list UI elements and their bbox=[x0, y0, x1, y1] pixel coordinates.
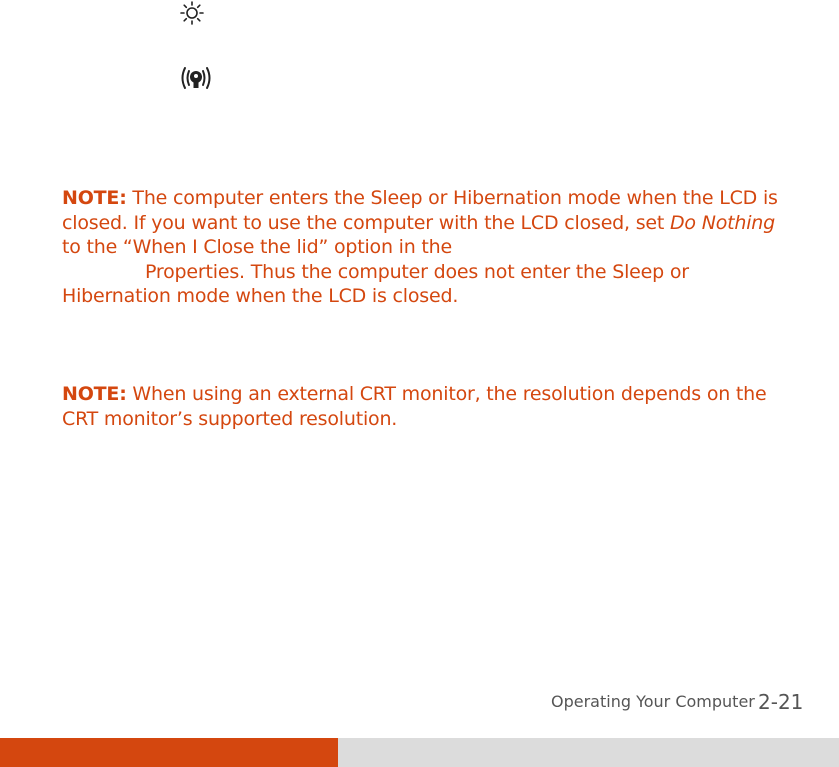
note-italic-text: Do Nothing bbox=[670, 211, 776, 234]
speaker-icon bbox=[176, 62, 216, 94]
note-text: closed. If you want to use the computer with the LCD closed, set bbox=[62, 211, 670, 234]
note-text: When using an external CRT monitor, the resolution depends on the bbox=[126, 383, 767, 405]
note-lcd-close bbox=[62, 186, 802, 309]
note-line bbox=[62, 235, 802, 260]
note-text: Hibernation mode when the LCD is closed. bbox=[62, 285, 459, 307]
note-line bbox=[62, 260, 802, 285]
note-line bbox=[62, 211, 802, 236]
note-line bbox=[62, 382, 802, 407]
footer-section-title: Operating Your Computer bbox=[551, 692, 755, 711]
note-text: CRT monitor’s supported resolution. bbox=[62, 407, 398, 430]
note-line bbox=[62, 407, 802, 432]
note-line bbox=[62, 284, 802, 309]
page-number: 2-21 bbox=[758, 690, 804, 714]
sun-icon bbox=[178, 0, 206, 26]
note-line bbox=[62, 186, 802, 211]
note-label: NOTE: bbox=[62, 187, 127, 209]
note-label: NOTE: bbox=[62, 383, 127, 405]
footer-bar-accent bbox=[0, 738, 338, 767]
note-text: Properties. Thus the computer does not enter the Sleep or bbox=[145, 260, 689, 283]
footer-bar-gray bbox=[338, 738, 839, 767]
note-text: The computer enters the Sleep or Hibernation mode when the LCD is bbox=[126, 187, 778, 209]
note-crt-monitor bbox=[62, 382, 802, 431]
note-text: to the “When I Close the lid” option in the bbox=[62, 236, 453, 258]
